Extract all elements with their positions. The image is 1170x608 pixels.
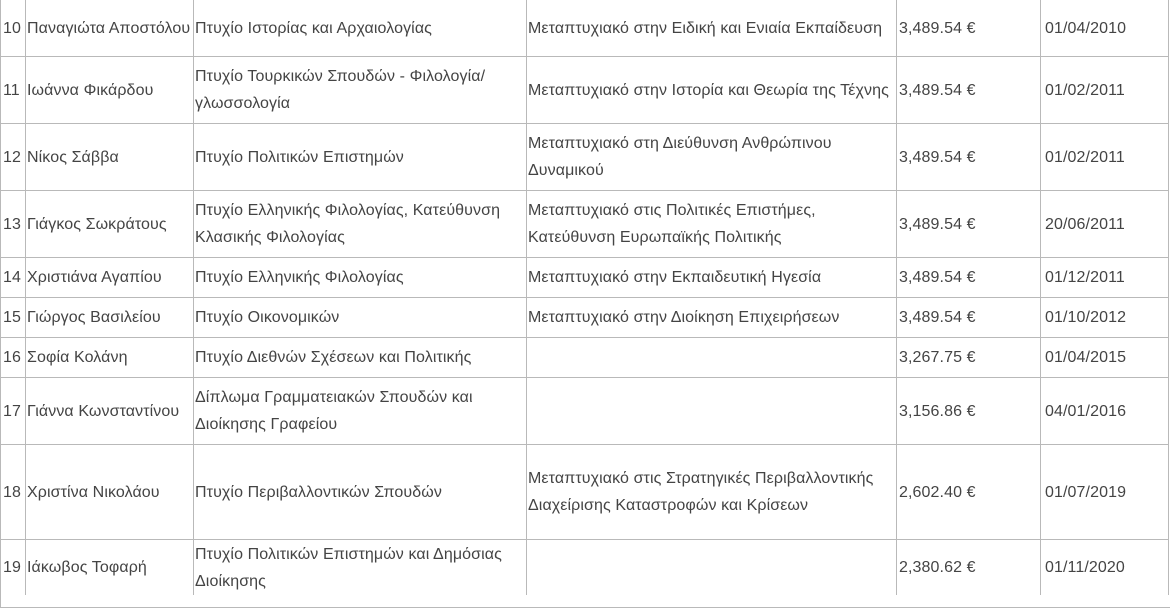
row-number-text: 14 — [3, 269, 21, 286]
salary-text: 2,380.62 € — [899, 559, 976, 576]
row-number-text: 12 — [3, 148, 21, 166]
degree-text: Πτυχίο Τουρκικών Σπουδών - Φιλολογία/ γλωσσολογία — [195, 68, 486, 112]
start-date-text: 01/02/2011 — [1045, 81, 1125, 99]
masters-cell — [527, 0, 897, 56]
salary-cell — [897, 257, 1041, 297]
employee-name-text: Χριστίνα Νικολάου — [27, 483, 160, 501]
salary-cell — [897, 56, 1041, 123]
salary-text: 3,489.54 € — [899, 215, 976, 233]
degree-cell — [194, 444, 527, 539]
degree-cell — [194, 377, 527, 444]
employee-name-text: Ιωάννα Φικάρδου — [27, 81, 154, 99]
row-number-cell — [1, 123, 26, 190]
row-number-cell — [1, 257, 26, 297]
start-date-cell — [1041, 377, 1169, 444]
employee-name-text: Γιάννα Κωνσταντίνου — [27, 402, 180, 420]
salary-cell — [897, 539, 1041, 595]
salary-cell — [897, 337, 1041, 377]
start-date-text: 01/04/2010 — [1045, 19, 1127, 37]
employee-name-text: Ιάκωβος Τοφαρή — [27, 559, 147, 576]
salary-text: 3,489.54 € — [899, 269, 976, 286]
start-date-cell — [1041, 297, 1169, 337]
masters-text: Μεταπτυχιακό στην Διοίκηση Επιχειρήσεων — [528, 309, 840, 326]
row-number-text: 18 — [3, 483, 21, 501]
salary-text: 3,489.54 € — [899, 309, 976, 326]
masters-cell — [527, 297, 897, 337]
degree-text: Δίπλωμα Γραμματειακών Σπουδών και Διοίκησης Γραφείου — [195, 389, 473, 433]
row-number-text: 13 — [3, 215, 21, 233]
degree-text: Πτυχίο Πολιτικών Επιστημών — [195, 148, 404, 166]
degree-text: Πτυχίο Ελληνικής Φιλολογίας, Κατεύθυνση Κλασικής Φιλολογίας — [195, 202, 501, 246]
degree-cell — [194, 56, 527, 123]
start-date-cell — [1041, 539, 1169, 595]
degree-cell — [194, 539, 527, 595]
employee-name-text: Νίκος Σάββα — [27, 148, 119, 166]
salary-text: 2,602.40 € — [899, 483, 976, 501]
degree-text: Πτυχίο Ελληνικής Φιλολογίας — [195, 269, 404, 286]
degree-text: Πτυχίο Πολιτικών Επιστημών και Δημόσιας Διοίκησης — [195, 545, 502, 590]
degree-cell — [194, 337, 527, 377]
masters-cell — [527, 337, 897, 377]
start-date-cell — [1041, 444, 1169, 539]
masters-cell — [527, 257, 897, 297]
degree-text: Πτυχίο Ιστορίας και Αρχαιολογίας — [195, 19, 432, 37]
employee-name-text: Γιάγκος Σωκράτους — [27, 215, 167, 233]
employee-name-cell — [26, 123, 194, 190]
masters-cell — [527, 377, 897, 444]
employee-name-cell — [26, 56, 194, 123]
masters-cell — [527, 56, 897, 123]
degree-cell — [194, 123, 527, 190]
masters-text: Μεταπτυχιακό στην Εκπαιδευτική Ηγεσία — [528, 269, 822, 286]
row-number-cell — [1, 337, 26, 377]
start-date-cell — [1041, 0, 1169, 56]
employee-name-cell — [26, 297, 194, 337]
salary-text: 3,489.54 € — [899, 81, 976, 99]
employee-name-cell — [26, 337, 194, 377]
row-number-cell — [1, 190, 26, 257]
start-date-cell — [1041, 190, 1169, 257]
masters-text: Μεταπτυχιακό στις Στρατηγικές Περιβαλλοντικής Διαχείρισης Καταστροφών και Κρίσεων — [528, 470, 874, 514]
row-number-text: 19 — [3, 559, 21, 576]
row-number-cell — [1, 377, 26, 444]
salary-cell — [897, 377, 1041, 444]
salary-text: 3,489.54 € — [899, 19, 976, 37]
row-number-text: 17 — [3, 402, 21, 420]
degree-cell — [194, 190, 527, 257]
start-date-cell — [1041, 123, 1169, 190]
salary-cell — [897, 123, 1041, 190]
row-number-cell — [1, 56, 26, 123]
salary-cell — [897, 190, 1041, 257]
masters-cell — [527, 539, 897, 595]
masters-text: Μεταπτυχιακό στη Διεύθυνση Ανθρώπινου Δυναμικού — [528, 135, 832, 179]
degree-cell — [194, 257, 527, 297]
employee-name-text: Γιώργος Βασιλείου — [27, 309, 161, 326]
degree-cell — [194, 0, 527, 56]
masters-cell — [527, 444, 897, 539]
employee-name-text: Σοφία Κολάνη — [27, 349, 128, 366]
salary-cell — [897, 444, 1041, 539]
salary-text: 3,267.75 € — [899, 349, 976, 366]
employee-name-text: Παναγιώτα Αποστόλου — [27, 19, 191, 37]
employee-name-cell — [26, 444, 194, 539]
masters-cell — [527, 190, 897, 257]
employee-name-cell — [26, 377, 194, 444]
start-date-text: 01/07/2019 — [1045, 483, 1127, 501]
start-date-cell — [1041, 56, 1169, 123]
row-number-text: 10 — [3, 19, 21, 37]
row-number-cell — [1, 444, 26, 539]
degree-text: Πτυχίο Διεθνών Σχέσεων και Πολιτικής — [195, 349, 472, 366]
degree-text: Πτυχίο Περιβαλλοντικών Σπουδών — [195, 483, 442, 501]
degree-cell — [194, 297, 527, 337]
start-date-cell — [1041, 337, 1169, 377]
start-date-text: 20/06/2011 — [1045, 215, 1125, 233]
start-date-text: 01/12/2011 — [1045, 269, 1125, 286]
degree-text: Πτυχίο Οικονομικών — [195, 309, 340, 326]
employee-name-text: Χριστιάνα Αγαπίου — [27, 269, 162, 286]
start-date-text: 01/11/2020 — [1045, 559, 1125, 576]
salary-text: 3,156.86 € — [899, 402, 976, 420]
employee-name-cell — [26, 257, 194, 297]
row-number-text: 16 — [3, 349, 21, 366]
row-number-text: 11 — [3, 81, 20, 99]
start-date-cell — [1041, 257, 1169, 297]
start-date-text: 04/01/2016 — [1045, 402, 1127, 420]
salary-cell — [897, 0, 1041, 56]
start-date-text: 01/04/2015 — [1045, 349, 1127, 366]
row-number-cell — [1, 0, 26, 56]
start-date-text: 01/02/2011 — [1045, 148, 1125, 166]
masters-text: Μεταπτυχιακό στην Ειδική και Ενιαία Εκπαίδευση — [528, 19, 883, 37]
row-number-cell — [1, 539, 26, 595]
row-number-text: 15 — [3, 309, 21, 326]
masters-text: Μεταπτυχιακό στις Πολιτικές Επιστήμες, Κατεύθυνση Ευρωπαϊκής Πολιτικής — [528, 202, 816, 246]
masters-cell — [527, 123, 897, 190]
salary-cell — [897, 297, 1041, 337]
masters-text: Μεταπτυχιακό στην Ιστορία και Θεωρία της Τέχνης — [528, 81, 889, 99]
salary-text: 3,489.54 € — [899, 148, 976, 166]
row-number-cell — [1, 297, 26, 337]
start-date-text: 01/10/2012 — [1045, 309, 1127, 326]
employee-name-cell — [26, 539, 194, 595]
employee-name-cell — [26, 0, 194, 56]
employee-name-cell — [26, 190, 194, 257]
